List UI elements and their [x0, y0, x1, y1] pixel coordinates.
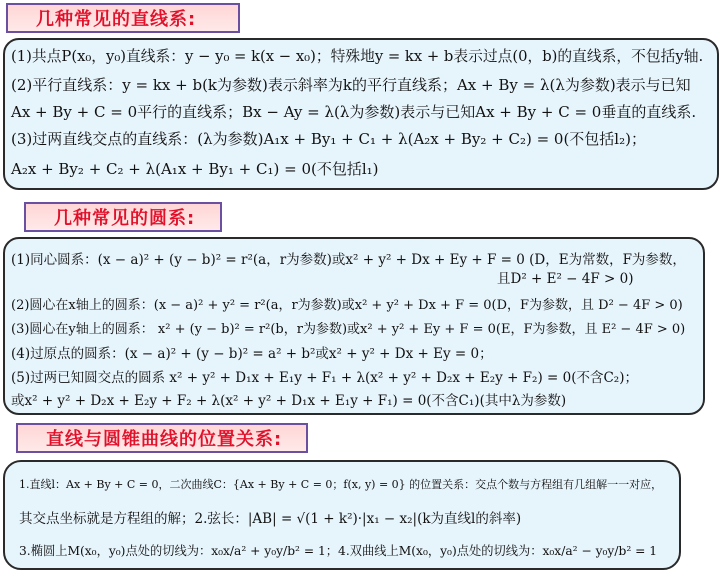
circle-systems-panel	[3, 237, 705, 415]
circle-system-item-5: (5)过两已知圆交点的圆系 x² + y² + D₁x + E₁y + F₁ + λ(x² + y² + D₂x + E₂y + F₂) = 0(不含C₂)；	[11, 370, 638, 386]
line-systems-panel	[3, 38, 719, 190]
line-system-item-3: (3)过两直线交点的直线系：(λ为参数)A₁x + By₁ + C₁ + λ(A₂x + By₂ + C₂) = 0(不包括l₂)；	[11, 130, 646, 148]
conic-item-2: 其交点坐标就是方程组的解；2.弦长：|AB| = √(1 + k²)·|x₁ − x₂|(k为直线l的斜率)	[19, 511, 522, 527]
conic-item-3: 3.椭圆上M(x₀，y₀)点处的切线为：x₀x/a² + y₀y/b² = 1；4.双曲线上M(x₀，y₀)点处的切线为：x₀x/a² − y₀y/b² = 1	[19, 544, 658, 558]
circle-system-item-2: (2)圆心在x轴上的圆系：(x − a)² + y² = r²(a，r为参数)或x² + y² + Dx + F = 0(D，F为参数，且 D² − 4F > 0)	[11, 298, 683, 313]
section-title-line-systems: 几种常见的直线系:	[6, 3, 240, 33]
line-system-item-1: (1)共点P(x₀，y₀)直线系：y − y₀ = k(x − x₀)；特殊地y = kx + b表示过点(0，b)的直线系，不包括y轴.	[11, 48, 704, 65]
section-title-circle-systems: 几种常见的圆系:	[24, 202, 222, 232]
circle-system-item-1: (1)同心圆系：(x − a)² + (y − b)² = r²(a，r为参数)或x² + y² + Dx + Ey + F = 0 (D，E为常数，F为参数，	[11, 252, 686, 268]
circle-system-item-1-cont: 且D² + E² − 4F > 0)	[497, 271, 634, 287]
circle-system-item-3: (3)圆心在y轴上的圆系： x² + (y − b)² = r²(b，r为参数)或x² + y² + Ey + F = 0(E，F为参数，且 E² − 4F > 0)	[11, 322, 686, 337]
section-title-line-conic-relations: 直线与圆锥曲线的位置关系:	[16, 423, 308, 453]
circle-system-item-4: (4)过原点的圆系：(x − a)² + (y − b)² = a² + b²或x² + y² + Dx + Ey = 0；	[11, 346, 493, 362]
line-system-item-2: (2)平行直线系：y = kx + b(k为参数)表示斜率为k的平行直线系；Ax + By = λ(λ为参数)表示与已知	[11, 76, 691, 94]
circle-system-item-5-cont: 或x² + y² + D₂x + E₂y + F₂ + λ(x² + y² + D₁x + E₁y + F₁) = 0(不含C₁)(其中λ为参数)	[11, 393, 567, 409]
line-system-item-2-cont: Ax + By + C = 0平行的直线系；Bx − Ay = λ(λ为参数)表示与已知Ax + By + C = 0垂直的直线系.	[11, 103, 697, 121]
conic-item-1: 1.直线l：Ax + By + C = 0，二次曲线C：{Ax + By + C = 0；f(x, y) = 0} 的位置关系：交点个数与方程组有几组解一一对应，	[19, 478, 663, 491]
line-conic-panel	[3, 460, 681, 570]
line-system-item-3-cont: A₂x + By₂ + C₂ + λ(A₁x + By₁ + C₁) = 0(不包括l₁)	[11, 160, 379, 178]
